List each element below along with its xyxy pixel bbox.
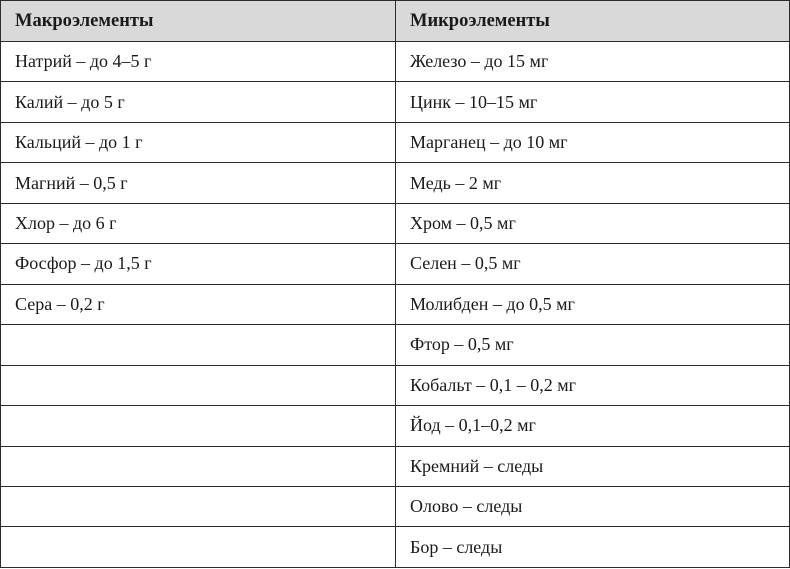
micro-cell: Медь – 2 мг: [396, 163, 790, 203]
header-macroelements: Макроэлементы: [1, 1, 396, 42]
table-row: [1, 163, 790, 203]
macro-cell: Магний – 0,5 г: [1, 163, 396, 203]
header-row: [1, 1, 790, 42]
table-row: [1, 325, 790, 365]
macro-cell: Хлор – до 6 г: [1, 203, 396, 243]
header-microelements: Микроэлементы: [396, 1, 790, 42]
table-row: [1, 486, 790, 526]
macro-cell-empty: [1, 446, 396, 486]
micro-cell: Железо – до 15 мг: [396, 42, 790, 82]
macro-cell-empty: [1, 365, 396, 405]
macro-cell: Калий – до 5 г: [1, 82, 396, 122]
table-row: [1, 365, 790, 405]
micro-cell: Молибден – до 0,5 мг: [396, 284, 790, 324]
macro-cell: Натрий – до 4–5 г: [1, 42, 396, 82]
micro-cell: Кобальт – 0,1 – 0,2 мг: [396, 365, 790, 405]
micro-cell: Бор – следы: [396, 527, 790, 568]
macro-cell: Кальций – до 1 г: [1, 122, 396, 162]
table-row: [1, 446, 790, 486]
table-row: [1, 42, 790, 82]
macro-cell: Сера – 0,2 г: [1, 284, 396, 324]
table-row: [1, 203, 790, 243]
macro-cell-empty: [1, 325, 396, 365]
macro-cell: Фосфор – до 1,5 г: [1, 244, 396, 284]
micro-cell: Олово – следы: [396, 486, 790, 526]
table-row: [1, 284, 790, 324]
table-row: [1, 527, 790, 568]
micro-cell: Йод – 0,1–0,2 мг: [396, 406, 790, 446]
table-row: [1, 244, 790, 284]
micro-cell: Кремний – следы: [396, 446, 790, 486]
macro-cell-empty: [1, 527, 396, 568]
micro-cell: Селен – 0,5 мг: [396, 244, 790, 284]
micro-cell: Марганец – до 10 мг: [396, 122, 790, 162]
micro-cell: Цинк – 10–15 мг: [396, 82, 790, 122]
macro-cell-empty: [1, 486, 396, 526]
micro-cell: Фтор – 0,5 мг: [396, 325, 790, 365]
table-row: [1, 406, 790, 446]
micro-cell: Хром – 0,5 мг: [396, 203, 790, 243]
macro-cell-empty: [1, 406, 396, 446]
table-row: [1, 122, 790, 162]
table-row: [1, 82, 790, 122]
